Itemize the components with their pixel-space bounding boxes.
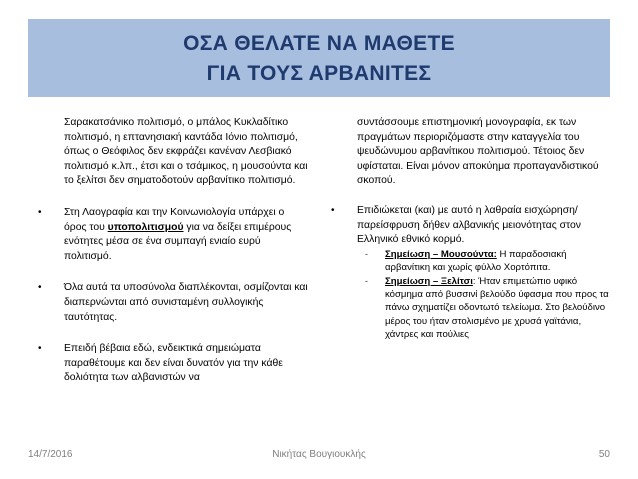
footer-page-number: 50 (598, 449, 610, 460)
dash-symbol: - (365, 275, 368, 286)
note-mousounta (329, 248, 611, 275)
right-bullet (329, 204, 611, 248)
left-column (36, 116, 308, 386)
bullet-symbol: • (38, 343, 42, 355)
bullet-symbol: • (331, 204, 335, 216)
note-mousounta-label: Σημείωση – Μουσούντα: (385, 248, 497, 260)
left-bullet-1-text-before: Στη Λαογραφία και την Κοινωνιολογία υπάρχει ο όρος του (64, 206, 285, 233)
footer-author: Νικήτας Βουγιουκλής (272, 449, 366, 460)
slide-title-line-1: ΟΣΑ ΘΕΛΑΤΕ ΝΑ ΜΑΘΕΤΕ (183, 32, 455, 55)
dash-symbol: - (365, 248, 368, 259)
note-mousounta-text: Η παραδοσιακή αρβανίτικη και χωρίς φύλλο Χορτόπιτα. (385, 248, 567, 274)
footer-date: 14/7/2016 (28, 449, 73, 460)
note-xelitsi-label: Σημείωση – Ξελίτσι (385, 275, 473, 287)
left-bullet-3-text: Επειδή βέβαια εδώ, ενδεικτικά σημειώματα παραθέτουμε και δεν είναι δυνατόν για την κάθε δολιότητα των αλβανιστών να (64, 343, 283, 384)
left-bullet-3 (36, 342, 308, 386)
left-bullet-2 (36, 281, 308, 325)
title-band (28, 19, 610, 97)
left-continuation-text: Σαρακατσάνικο πολιτισμό, ο μπάλος Κυκλαδίτικο πολιτισμό, η επτανησιακή καντάδα Ιόνιο πολιτισμό, όπως ο Θεόφιλος δεν εκφράζει κανέναν Λεσβιακό πολιτισμό κ.λπ., έτσι και ο τσάμικος, η μουσούντα και το ξελίτσι δεν σηματοδοτούν αρβανίτικο πολιτισμό. (64, 117, 308, 187)
note-xelitsi (329, 275, 611, 342)
right-bullet-text: Επιδιώκεται (και) με αυτό η λαθραία εισχώρηση/παρείσφρυση δήθεν αλβανικής μειονότητας στον Ελληνικό εθνικό κορμό. (357, 204, 581, 246)
note-xelitsi-text: : Ήταν επιμετώπιο υφικό κόσμημα από βυσσινί βελούδο ύφασμα που προς τα πάνω σχηματίζει οδοντωτό τελείωμα. Στο βελούδινο μέρος του ήταν στολισμένο με χρυσά γαϊτάνια, χάντρες και πούλιες (385, 275, 609, 341)
left-bullet-1 (36, 206, 308, 264)
left-bullet-2-text: Όλα αυτά τα υποσύνολα διαπλέκονται, οσμίζονται και διαπερνώνται από συνισταμένη συλλογικής ταυτότητας. (64, 282, 308, 323)
bullet-symbol: • (38, 282, 42, 294)
right-continuation-text: συντάσσουμε επιστημονική μονογραφία, εκ των πραγμάτων περιοριζόμαστε στην καταγγελία του ψευδώνυμου αρβανίτικου πολιτισμού. Τέτοιος δεν υφίσταται. Είναι μόνον αποκύημα προπαγανδιστικού σκοπού. (357, 117, 599, 187)
left-bullet-1-emphasis: υποπολιτισμού (107, 221, 184, 233)
left-bullet-1-text-after: για να δείξει επιμέρους ενότητες μέσα σε ένα συμπαγή ενιαίο ευρύ πολιτισμό. (64, 221, 292, 262)
slide-title-line-2: ΓΙΑ ΤΟΥΣ ΑΡΒΑΝΙΤΕΣ (206, 62, 432, 85)
bullet-symbol: • (38, 206, 42, 218)
right-column (329, 116, 611, 342)
